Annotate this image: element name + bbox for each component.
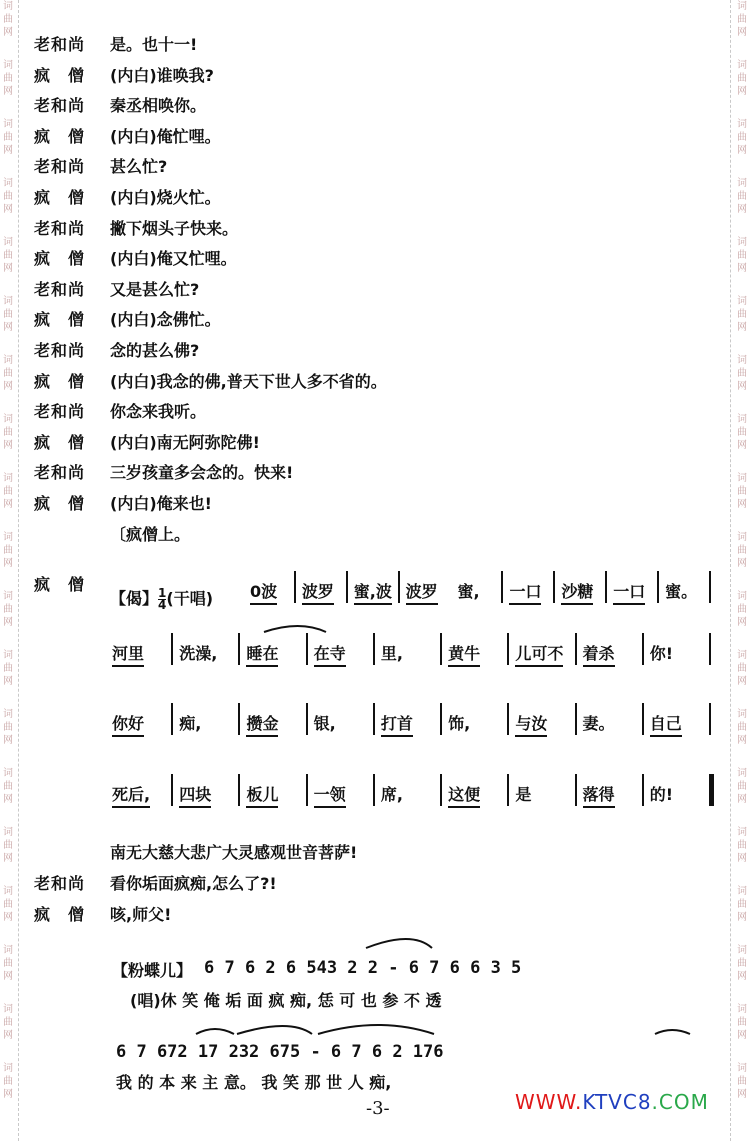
bar-line	[709, 571, 711, 603]
speaker: 老和尚	[34, 218, 86, 238]
lyric-cell: 席,	[380, 785, 403, 804]
watermark-char: 网	[3, 794, 13, 805]
bar-line	[709, 703, 711, 735]
speaker: 老和尚	[34, 402, 86, 422]
watermark-group	[3, 118, 13, 157]
lyric-cell: 里,	[380, 644, 403, 663]
watermark-char: 网	[737, 558, 747, 569]
watermark-char: 词	[3, 60, 13, 71]
watermark-char: 网	[737, 971, 747, 982]
watermark-char: 曲	[737, 545, 747, 556]
watermark-char: 曲	[737, 781, 747, 792]
watermark-char: 曲	[737, 486, 747, 497]
watermark-char: 网	[3, 853, 13, 864]
watermark-char: 网	[737, 145, 747, 156]
watermark-char: 曲	[737, 899, 747, 910]
watermark-char: 网	[3, 1030, 13, 1041]
watermark-char: 词	[737, 1, 747, 12]
line-text: 你念来我听。	[110, 402, 207, 422]
watermark-char: 网	[737, 853, 747, 864]
lyric-cell: 你好	[112, 711, 144, 737]
lyric-cell: 妻。	[582, 714, 615, 733]
watermark-char: 词	[737, 296, 747, 307]
lyric-cell: 与汝	[515, 711, 547, 737]
watermark-char: 曲	[3, 545, 13, 556]
song-label: 【偈】	[110, 589, 159, 608]
line-text: 咳,师父!	[110, 905, 172, 924]
lyric-cell: 攒金	[246, 711, 278, 737]
bar-line	[507, 633, 509, 665]
line-text: 看你垢面疯痴,怎么了?!	[110, 874, 277, 893]
watermark-char: 曲	[737, 191, 747, 202]
watermark-char: 词	[737, 473, 747, 484]
bar-line	[507, 703, 509, 735]
speaker: 老和尚	[34, 463, 86, 483]
bar-line	[657, 571, 659, 603]
watermark-char: 曲	[3, 663, 13, 674]
slur-4	[318, 1025, 434, 1034]
watermark-char: 曲	[3, 781, 13, 792]
watermark-char: 词	[3, 532, 13, 543]
watermark-group	[3, 1003, 13, 1042]
line-text: 三岁孩童多会念的。快来!	[110, 463, 294, 483]
watermark-char: 网	[737, 86, 747, 97]
slur-5	[655, 1030, 690, 1034]
watermark-char: 曲	[737, 250, 747, 261]
watermark-char: 网	[737, 263, 747, 274]
bar-line	[553, 571, 555, 603]
watermark-char: 网	[737, 617, 747, 628]
watermark-char: 网	[3, 204, 13, 215]
watermark-char: 词	[737, 886, 747, 897]
bar-line	[575, 633, 577, 665]
line-text: (内白)念佛忙。	[110, 310, 221, 330]
watermark-char: 网	[3, 617, 13, 628]
watermark-char: 网	[737, 499, 747, 510]
lyric-cell: 蜜,	[457, 582, 480, 601]
speaker: 老和尚	[34, 96, 86, 116]
watermark-char: 网	[3, 263, 13, 274]
line-text: 撇下烟头子快来。	[110, 218, 239, 238]
watermark-char: 网	[737, 27, 747, 38]
watermark-group	[737, 1003, 747, 1042]
line-text: (内白)烧火忙。	[110, 188, 221, 207]
watermark-char: 曲	[737, 958, 747, 969]
bar-line	[373, 774, 375, 806]
watermark-char: 曲	[3, 1076, 13, 1087]
lyric-cell: 这便	[448, 782, 480, 808]
watermark-char: 词	[737, 178, 747, 189]
lyric-cell: 在寺	[314, 641, 346, 667]
speaker: 疯 僧	[34, 575, 86, 594]
watermark-char: 曲	[737, 73, 747, 84]
watermark-group	[737, 295, 747, 334]
lyric-cell: 一领	[314, 782, 346, 808]
notation-row	[0, 768, 750, 818]
watermark-char: 词	[737, 237, 747, 248]
bar-line	[306, 703, 308, 735]
watermark-char: 词	[3, 768, 13, 779]
watermark-group	[737, 177, 747, 216]
watermark-char: 词	[737, 591, 747, 602]
watermark-char: 网	[3, 86, 13, 97]
watermark-char: 曲	[737, 663, 747, 674]
bar-line	[501, 571, 503, 603]
bar-line	[605, 571, 607, 603]
lyric-cell: 沙糖	[561, 579, 593, 605]
bar-line	[709, 774, 714, 806]
watermark-group	[3, 59, 13, 98]
watermark-char: 曲	[3, 427, 13, 438]
tune-name: 【粉蝶儿】	[112, 961, 193, 980]
lyrics-1: (唱)休 笑 俺 垢 面 疯 痴, 恁 可 也 参 不 透	[130, 991, 442, 1010]
watermark-group	[737, 826, 747, 865]
lyric-cell: 0波	[250, 579, 277, 605]
watermark-group	[737, 118, 747, 157]
lyric-cell: 洗澡,	[179, 644, 218, 663]
watermark-char: 网	[3, 676, 13, 687]
watermark-group	[737, 59, 747, 98]
bar-line	[575, 703, 577, 735]
watermark-char: 词	[3, 296, 13, 307]
watermark-char: 词	[737, 60, 747, 71]
watermark-char: 曲	[3, 958, 13, 969]
speaker: 疯 僧	[34, 494, 86, 513]
watermark-char: 网	[3, 381, 13, 392]
watermark-char: 网	[3, 1089, 13, 1100]
watermark-char: 曲	[737, 368, 747, 379]
watermark-char: 曲	[3, 73, 13, 84]
bar-line	[238, 703, 240, 735]
meter-denominator: 4	[158, 598, 167, 612]
watermark-char: 网	[737, 912, 747, 923]
line-text: (内白)谁唤我?	[110, 65, 214, 85]
watermark-char: 网	[737, 676, 747, 687]
bar-line	[642, 774, 644, 806]
watermark-char: 网	[3, 499, 13, 510]
speaker: 疯 僧	[34, 432, 86, 452]
watermark-char: 曲	[737, 840, 747, 851]
line-text: 〔疯僧上。	[110, 524, 191, 544]
watermark-char: 曲	[3, 486, 13, 497]
watermark-char: 词	[3, 178, 13, 189]
watermark-group	[737, 472, 747, 511]
watermark-group	[737, 1062, 747, 1101]
line-text: 是。也十一!	[110, 35, 198, 54]
watermark-char: 词	[737, 650, 747, 661]
watermark-char: 词	[737, 355, 747, 366]
watermark-group	[3, 1062, 13, 1101]
watermark-char: 网	[737, 1030, 747, 1041]
slur-2	[196, 1029, 234, 1034]
watermark-char: 网	[737, 440, 747, 451]
watermark-group	[3, 944, 13, 983]
watermark-group	[737, 885, 747, 924]
bar-line	[440, 774, 442, 806]
watermark-char: 词	[737, 827, 747, 838]
watermark-char: 网	[3, 971, 13, 982]
bar-line	[171, 633, 173, 665]
watermark-char: 词	[737, 945, 747, 956]
watermark-group	[737, 944, 747, 983]
watermark-char: 网	[3, 322, 13, 333]
watermark-char: 词	[3, 355, 13, 366]
lyric-cell: 着杀	[583, 641, 615, 667]
speaker: 疯 僧	[34, 188, 86, 207]
lyric-cell: 波罗	[302, 579, 334, 605]
bar-line	[373, 703, 375, 735]
slur-1	[366, 939, 432, 948]
lyric-cell: 河里	[112, 641, 144, 667]
speaker: 疯 僧	[34, 65, 86, 85]
bar-line	[440, 703, 442, 735]
bar-line	[575, 774, 577, 806]
watermark-char: 曲	[3, 1017, 13, 1028]
bar-line	[642, 703, 644, 735]
bar-line	[507, 774, 509, 806]
lyric-cell: 是	[515, 785, 532, 804]
line-text: 秦丞相唤你。	[110, 96, 207, 116]
watermark-char: 曲	[737, 722, 747, 733]
watermark-char: 曲	[3, 604, 13, 615]
watermark-char: 曲	[3, 250, 13, 261]
watermark-group	[737, 354, 747, 393]
watermark-char: 网	[737, 794, 747, 805]
bar-line	[709, 633, 711, 665]
lyric-cell: 自己	[650, 711, 682, 737]
watermark-char: 词	[737, 1063, 747, 1074]
speaker: 老和尚	[34, 341, 86, 360]
watermark-char: 网	[3, 440, 13, 451]
watermark-char: 曲	[3, 899, 13, 910]
line-text: (内白)俺来也!	[110, 494, 212, 513]
watermark-char: 词	[737, 532, 747, 543]
bar-line	[171, 774, 173, 806]
watermark-char: 词	[3, 591, 13, 602]
watermark-group	[737, 413, 747, 452]
bar-line	[398, 571, 400, 603]
lyric-cell: 睡在	[246, 641, 278, 667]
lyric-cell: 一口	[613, 579, 645, 605]
watermark-group	[737, 0, 747, 39]
watermark-char: 网	[3, 145, 13, 156]
lyric-cell: 打首	[381, 711, 413, 737]
lyric-cell: 银,	[313, 714, 336, 733]
watermark-char: 曲	[737, 14, 747, 25]
lyric-cell: 四块	[179, 782, 211, 808]
speaker: 老和尚	[34, 874, 86, 893]
watermark-char: 词	[3, 119, 13, 130]
watermark-group	[3, 0, 13, 39]
watermark-group	[3, 885, 13, 924]
watermark-char: 词	[737, 768, 747, 779]
watermark-char: 曲	[3, 14, 13, 25]
watermark-char: 词	[3, 886, 13, 897]
watermark-char: 网	[3, 27, 13, 38]
bar-line	[642, 633, 644, 665]
page-number: -3-	[366, 1098, 390, 1119]
watermark-char: 曲	[737, 1076, 747, 1087]
watermark-char: 曲	[737, 309, 747, 320]
notes-1: 6 7 6 2 6 543 2 2 - 6 7 6 6 3 5	[204, 958, 522, 978]
lyric-cell: 儿可不	[515, 641, 563, 667]
speaker: 老和尚	[34, 35, 86, 54]
line-text: (内白)我念的佛,普天下世人多不省的。	[110, 371, 387, 391]
watermark-char: 曲	[3, 309, 13, 320]
watermark-char: 词	[3, 1004, 13, 1015]
notes-2: 6 7 672 17 232 675 - 6 7 6 2 176	[116, 1042, 444, 1062]
watermark-group	[3, 826, 13, 865]
lyric-cell: 波罗	[406, 579, 438, 605]
watermark-char: 曲	[3, 191, 13, 202]
lyric-cell: 板儿	[246, 782, 278, 808]
bar-line	[373, 633, 375, 665]
lyric-cell: 死后,	[112, 782, 150, 808]
watermark-group	[3, 236, 13, 275]
watermark-char: 网	[737, 735, 747, 746]
bar-line	[306, 774, 308, 806]
watermark-char: 词	[3, 650, 13, 661]
song-mode: (干唱)	[166, 589, 214, 608]
speaker: 疯 僧	[34, 126, 86, 146]
bar-line	[294, 571, 296, 603]
watermark-char: 曲	[737, 1017, 747, 1028]
watermark-group	[3, 177, 13, 216]
bar-line	[346, 571, 348, 603]
watermark-char: 词	[3, 945, 13, 956]
watermark-char: 词	[3, 1, 13, 12]
site-part-3: .COM	[651, 1090, 709, 1114]
speaker: 老和尚	[34, 157, 86, 177]
watermark-char: 曲	[3, 840, 13, 851]
watermark-char: 曲	[3, 368, 13, 379]
speaker: 疯 僧	[34, 905, 86, 924]
lyric-cell: 蜜,波	[354, 579, 392, 605]
watermark-char: 网	[737, 1089, 747, 1100]
meter-line	[110, 586, 213, 611]
watermark-char: 词	[737, 709, 747, 720]
watermark-group	[3, 413, 13, 452]
lyric-cell: 黄牛	[448, 641, 480, 667]
watermark-group	[3, 295, 13, 334]
lyric-cell: 落得	[583, 782, 615, 808]
watermark-char: 曲	[737, 427, 747, 438]
site-watermark	[515, 1090, 709, 1114]
watermark-group	[3, 472, 13, 511]
watermark-group	[737, 236, 747, 275]
line-text: (内白)俺忙哩。	[110, 126, 221, 146]
watermark-char: 词	[3, 473, 13, 484]
watermark-char: 词	[737, 414, 747, 425]
watermark-char: 词	[3, 237, 13, 248]
lyric-cell: 一口	[509, 579, 541, 605]
watermark-group	[3, 354, 13, 393]
lyric-cell: 你!	[649, 644, 674, 663]
slur-3	[237, 1026, 312, 1034]
bar-line	[238, 774, 240, 806]
notation-row	[0, 697, 750, 747]
watermark-char: 曲	[737, 132, 747, 143]
lyrics-2: 我 的 本 来 主 意。 我 笑 那 世 人 痴,	[116, 1073, 392, 1092]
lyric-cell: 饰,	[448, 714, 471, 733]
watermark-char: 网	[737, 381, 747, 392]
watermark-char: 词	[3, 709, 13, 720]
speaker: 疯 僧	[34, 310, 86, 330]
bar-line	[238, 633, 240, 665]
bar-line	[440, 633, 442, 665]
lyric-cell: 的!	[649, 785, 674, 804]
watermark-char: 曲	[737, 604, 747, 615]
lyric-cell: 蜜。	[665, 582, 698, 601]
line-text: 又是甚么忙?	[110, 279, 200, 299]
watermark-char: 网	[3, 735, 13, 746]
line-text: 南无大慈大悲广大灵感观世音菩萨!	[110, 843, 358, 862]
notation-row	[0, 627, 750, 677]
meter-numerator: 1	[158, 586, 167, 600]
lyric-cell: 痴,	[179, 714, 202, 733]
line-text: 念的甚么佛?	[110, 341, 200, 360]
watermark-char: 词	[3, 1063, 13, 1074]
bar-line	[171, 703, 173, 735]
watermark-char: 词	[737, 119, 747, 130]
watermark-char: 网	[737, 322, 747, 333]
speaker: 疯 僧	[34, 249, 86, 269]
watermark-char: 词	[737, 1004, 747, 1015]
line-text: 甚么忙?	[110, 157, 168, 177]
watermark-char: 网	[3, 558, 13, 569]
line-text: (内白)俺又忙哩。	[110, 249, 237, 269]
site-part-2: KTVC8	[582, 1090, 652, 1114]
site-part-1: WWW.	[515, 1090, 583, 1114]
watermark-char: 曲	[3, 722, 13, 733]
watermark-char: 词	[3, 414, 13, 425]
watermark-char: 曲	[3, 132, 13, 143]
watermark-char: 网	[737, 204, 747, 215]
line-text: (内白)南无阿弥陀佛!	[110, 432, 260, 452]
watermark-char: 词	[3, 827, 13, 838]
watermark-char: 网	[3, 912, 13, 923]
speaker: 疯 僧	[34, 371, 86, 391]
speaker: 老和尚	[34, 279, 86, 299]
bar-line	[306, 633, 308, 665]
